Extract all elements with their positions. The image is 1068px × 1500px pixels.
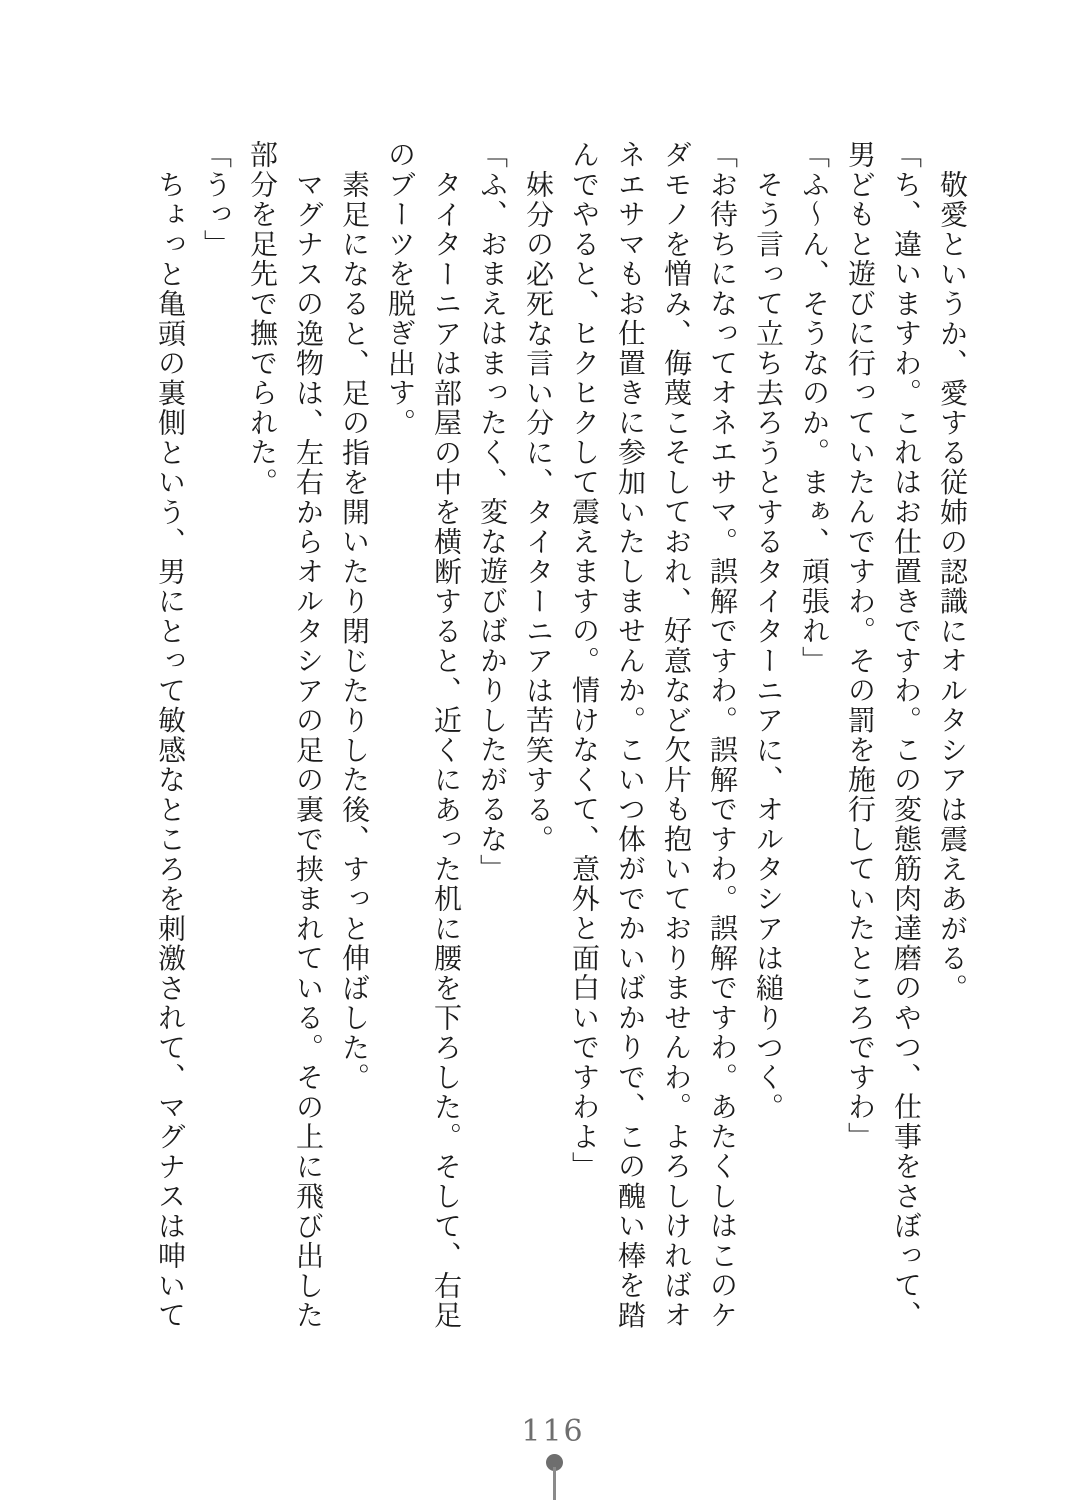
paragraph-dialogue: 「お待ちになってオネエサマ。誤解ですわ。誤解ですわ。誤解ですわ。あたくしはこのケダモノを憎み、侮蔑こそしておれ、好意など欠片も抱いておりませんわ。よろしければオネエサマもお仕置きに参加いたしませんか。こいつ体がでかいばかりで、この醜い棒を踏んでやると、ヒクヒクして震えますの。情けなくて、意外と面白いですわよ」 [568,140,737,1330]
paragraph-dialogue: 「ち、違いますわ。これはお仕置きですわ。この変態筋肉達磨のやつ、仕事をさぼって、男どもと遊びに行っていたんですわ。その罰を施行していたところですわ」 [844,140,921,1330]
paragraph: そう言って立ち去ろうとするタイターニアに、オルタシアは縋りつく。 [752,169,783,1122]
paragraph: 素足になると、足の指を開いたり閉じたりした後、すっと伸ばした。 [338,169,369,1092]
page-number: 116 [521,1414,585,1449]
paragraph-dialogue: 「ふ～ん、そうなのか。まぁ、頑張れ」 [798,140,829,676]
paragraph: 妹分の必死な言い分に、タイターニアは苦笑する。 [522,169,553,854]
progress-pin[interactable] [546,1454,563,1500]
paragraph: マグナスの逸物は、左右からオルタシアの足の裏で挟まれている。その上に飛び出した部分を足先で撫でられた。 [246,140,323,1330]
pin-line [553,1467,556,1500]
paragraph: タイターニアは部屋の中を横断すると、近くにあった机に腰を下ろした。そして、右足のブーツを脱ぎ出す。 [384,140,461,1330]
paragraph: 敬愛というか、愛する従姉の認識にオルタシアは震えあがる。 [936,169,967,1003]
paragraph: ちょっと亀頭の裏側という、男にとって敏感なところを刺激されて、マグナスは呻いて [154,169,185,1330]
page-text [42,140,974,1336]
paragraph-dialogue: 「ふ、おまえはまったく、変な遊びばかりしたがるな」 [476,140,507,884]
paragraph-dialogue: 「うっ」 [200,140,231,259]
